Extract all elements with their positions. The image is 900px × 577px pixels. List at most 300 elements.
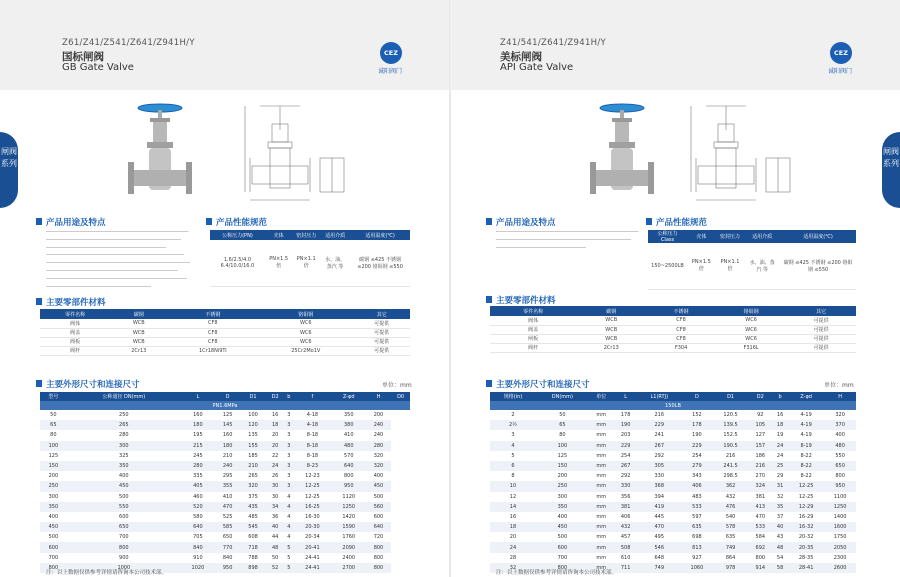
performance-table (210, 230, 410, 287)
table-cell: 65 (536, 420, 589, 430)
table-cell: 155 (240, 441, 265, 451)
table-cell: 58 (772, 563, 788, 573)
table-cell: 470 (637, 522, 681, 532)
dims-header: H (366, 392, 391, 401)
table-cell: 16 (509, 513, 517, 520)
table-cell: 320 (366, 461, 391, 471)
table-cell: 34 (266, 502, 285, 512)
table-cell: 305 (637, 461, 681, 471)
table-cell: 800 (67, 542, 181, 552)
table-cell: 203 (620, 432, 631, 439)
unit-label: 单位：mm (824, 382, 854, 389)
table-cell: 265 (67, 420, 181, 430)
series-tab[interactable]: 闸阀系列 (0, 132, 18, 208)
dims-header: DN(mm) (536, 392, 589, 401)
parts-header: 零件名称 (40, 309, 110, 319)
table-cell: 3 (287, 452, 291, 459)
table-cell: mm (589, 502, 614, 512)
perf-header: 密封压力 (292, 230, 320, 240)
table-cell: 2090 (332, 542, 366, 552)
parts-header: 碳钢 (576, 306, 646, 316)
table-row (490, 532, 856, 542)
table-cell: 4-19 (800, 412, 812, 419)
table-cell: 1020 (181, 563, 215, 573)
table-cell: 400 (119, 473, 129, 480)
table-cell: 900 (119, 554, 129, 561)
table-row (490, 471, 856, 481)
parts-header: 不锈钢 (646, 306, 716, 316)
model-code: Z41/541/Z641/Z941H/Y (500, 38, 606, 48)
table-cell: 12-25 (305, 493, 320, 500)
perf-cell: 碳钢 ≤425 不锈钢 ≤200 铬钼钢 ≤550 (350, 240, 410, 286)
pressure-class-header: 150LB (490, 401, 856, 410)
table-cell: 914 (748, 563, 772, 573)
table-cell: 640 (366, 522, 391, 532)
table-cell: 800 (373, 554, 384, 561)
table-cell: 216 (654, 412, 665, 419)
table-row (490, 522, 856, 532)
table-cell: 864 (725, 554, 736, 561)
perf-header: 适用介质 (744, 230, 780, 243)
pressure-class-header: PN1.6MPa (40, 401, 410, 410)
table-row (490, 451, 856, 461)
table-cell: 280 (366, 441, 391, 451)
table-cell: 450 (40, 522, 67, 532)
table-cell: 200 (48, 473, 59, 480)
table-cell: 152 (692, 412, 702, 419)
parts-header: 其它 (786, 306, 856, 316)
title-cn: 国标闸阀 (62, 51, 104, 63)
table-cell: 8-18 (306, 452, 319, 459)
table-cell: 788 (248, 554, 258, 561)
table-cell: 30 (266, 481, 285, 491)
table-cell: 4-19 (800, 432, 812, 439)
dims-header: 单位 (589, 392, 614, 401)
table-cell: 50 (50, 412, 57, 419)
perf-header: 适用温度(℃) (350, 230, 410, 240)
table-cell: 125 (48, 452, 59, 459)
table-cell: 585 (215, 522, 240, 532)
table-cell: 640 (181, 522, 215, 532)
table-cell: 250 (536, 481, 589, 491)
table-row (490, 410, 856, 420)
table-cell: 380 (332, 420, 366, 430)
table-cell: 608 (248, 534, 258, 541)
table-cell: 16-29 (798, 513, 814, 520)
table-cell: 16-32 (788, 522, 824, 532)
table-cell: 800 (40, 563, 67, 573)
dims-header: D (681, 392, 713, 401)
table-row (40, 492, 410, 502)
table-cell: 292 (620, 473, 631, 480)
table-cell: 2400 (342, 554, 356, 561)
table-cell: 1750 (833, 534, 847, 541)
title-cn: 美标闸阀 (500, 51, 542, 63)
company-logo: CEZ (830, 42, 852, 64)
table-cell: 31 (772, 481, 788, 491)
dimensions-title: 主要外形尺寸和连接尺寸 (46, 380, 140, 390)
table-cell: 700 (557, 554, 568, 561)
table-cell: 28-41 (788, 563, 824, 573)
table-cell: 432 (725, 493, 736, 500)
table-cell: 800 (343, 473, 354, 480)
table-cell: 20-35 (788, 542, 824, 552)
table-cell: 600 (373, 513, 384, 520)
table-cell: 18 (266, 420, 285, 430)
perf-cell: PN×1.5倍 (265, 240, 293, 286)
perf-header: 适用介质 (320, 230, 350, 240)
table-cell: 216 (725, 452, 736, 459)
footnote: 注：以上数据仅供参考详情请咨询本公司技术部。 (496, 570, 618, 576)
table-cell: 3 (285, 481, 294, 491)
dims-header: L1(RTJ) (637, 392, 681, 401)
table-cell: 80 (50, 432, 57, 439)
parts-title: 主要零部件材料 (496, 296, 556, 306)
table-cell: 648 (654, 554, 665, 561)
table-cell: 4 (287, 513, 291, 520)
table-cell: 840 (222, 554, 233, 561)
table-cell: 8-22 (800, 452, 812, 459)
technical-drawing (686, 100, 796, 210)
performance-title: 产品性能规范 (656, 218, 708, 228)
valve-photo (120, 100, 200, 210)
table-cell: 381 (755, 493, 766, 500)
table-cell: 350 (536, 502, 589, 512)
table-cell: 180 (215, 441, 240, 451)
table-cell: 265 (248, 473, 258, 480)
table-cell: 375 (248, 493, 258, 500)
table-cell: 470 (755, 513, 766, 520)
dimensions-title: 主要外形尺寸和连接尺寸 (496, 380, 590, 390)
table-cell: 5 (285, 563, 294, 573)
table-cell: 3 (285, 420, 294, 430)
table-cell: 500 (557, 534, 568, 541)
table-cell: 413 (748, 502, 772, 512)
table-cell: 229 (681, 441, 713, 451)
perf-header: 壳体 (687, 230, 716, 243)
table-cell: 435 (240, 502, 265, 512)
table-cell: 28-35 (798, 554, 814, 561)
dims-header: Z-φd (332, 392, 366, 401)
table-cell: 300 (557, 493, 568, 500)
table-cell: 300 (67, 441, 181, 451)
table-cell: 120.5 (723, 412, 738, 419)
table-cell: 200 (373, 412, 384, 419)
table-cell: 270 (755, 473, 766, 480)
table-cell: 48 (266, 542, 285, 552)
table-cell: 8-18 (293, 441, 332, 451)
table-cell: 476 (713, 502, 749, 512)
table-cell: 267 (614, 461, 638, 471)
table-cell: mm (596, 554, 607, 561)
table-cell: 24 (772, 441, 788, 451)
table-cell: 2 (511, 412, 515, 419)
table-cell: mm (596, 473, 607, 480)
table-row (40, 532, 410, 542)
table-cell: 370 (824, 420, 856, 430)
table-cell: 560 (366, 502, 391, 512)
title-en: API Gate Valve (500, 62, 574, 73)
table-cell: 600 (536, 542, 589, 552)
table-cell: 254 (692, 452, 702, 459)
table-cell: 350 (67, 461, 181, 471)
table-cell: 48 (772, 542, 788, 552)
table-cell: 480 (332, 441, 366, 451)
table-row (490, 512, 856, 522)
dimensions-table (40, 392, 410, 573)
parts-header: 铬钼钢 (258, 309, 353, 319)
table-cell: 292 (654, 452, 665, 459)
table-cell: 445 (654, 513, 665, 520)
table-cell: 245 (193, 452, 203, 459)
table-cell: 180 (181, 420, 215, 430)
table-cell: 650 (824, 461, 856, 471)
table-row (40, 512, 410, 522)
table-cell: 500 (373, 493, 384, 500)
table-cell: 584 (755, 534, 766, 541)
table-cell: 320 (373, 452, 384, 459)
table-cell: 267 (637, 441, 681, 451)
table-cell: 1000 (67, 563, 181, 573)
table-cell: 813 (681, 542, 713, 552)
table-cell: 216 (748, 461, 772, 471)
table-cell: 460 (193, 493, 203, 500)
table-cell: 898 (240, 563, 265, 573)
parts-row: 阀体 WCB CF8 WC6 可提供 (40, 319, 410, 328)
table-row (40, 441, 410, 451)
table-cell: 406 (681, 481, 713, 491)
table-cell: 394 (654, 493, 665, 500)
table-cell: 16 (776, 412, 784, 419)
parts-row: 阀盖 WCB CF8 WC6 可提供 (490, 325, 856, 334)
table-cell: 330 (654, 473, 665, 480)
table-cell: 240 (366, 420, 391, 430)
table-cell: 450 (67, 481, 181, 491)
table-cell: 100 (40, 441, 67, 451)
table-cell: 635 (725, 534, 736, 541)
table-cell: 5 (511, 452, 515, 459)
parts-row: 阀板 WCB CF8 WC6 可提供 (40, 337, 410, 346)
performance-table (648, 230, 856, 290)
table-cell: 635 (681, 522, 713, 532)
perf-cell: 水、油、蒸汽 等 (744, 243, 780, 289)
table-cell: mm (589, 441, 614, 451)
table-cell: 800 (835, 473, 845, 480)
dims-header: b (772, 392, 788, 401)
table-cell: 483 (692, 493, 702, 500)
company-logo: CEZ (380, 42, 402, 64)
table-cell: 127 (755, 432, 766, 439)
parts-header: 碳钢 (110, 309, 167, 319)
table-cell: 12 (509, 493, 517, 500)
perf-cell: 150~2500LB (648, 243, 687, 289)
table-cell: 419 (637, 502, 681, 512)
table-cell: 6 (490, 461, 536, 471)
table-cell: 718 (240, 542, 265, 552)
table-cell: 500 (48, 534, 59, 541)
table-cell: 711 (614, 563, 638, 573)
table-cell: 1400 (833, 513, 847, 520)
table-cell: 3 (285, 441, 294, 451)
table-cell: 280 (181, 461, 215, 471)
table-cell: 1060 (681, 563, 713, 573)
table-cell: 152.5 (723, 432, 738, 439)
company-name: 诚阳阀门 (828, 68, 853, 75)
table-cell: 12-25 (293, 481, 332, 491)
table-cell: 325 (119, 452, 129, 459)
features-title: 产品用途及特点 (46, 218, 106, 228)
series-tab[interactable]: 闸阀系列 (882, 132, 900, 208)
table-cell: 12-25 (798, 493, 814, 500)
table-cell: 20-30 (293, 522, 332, 532)
parts-row: 闸板 WCB CF8 WC6 可提供 (490, 334, 856, 343)
table-cell: 12-29 (788, 502, 824, 512)
table-cell: 150 (536, 461, 589, 471)
table-cell: 950 (824, 481, 856, 491)
table-cell: 5 (285, 542, 294, 552)
table-cell: 485 (248, 513, 258, 520)
table-cell: 24-41 (293, 563, 332, 573)
table-cell: 400 (48, 513, 59, 520)
table-row (490, 481, 856, 491)
table-cell: 550 (835, 452, 845, 459)
table-cell: 3 (287, 432, 291, 439)
table-cell: 18 (772, 420, 788, 430)
table-cell: 3 (285, 461, 294, 471)
table-cell: mm (596, 493, 607, 500)
table-cell: 24 (266, 461, 285, 471)
table-cell: 14 (490, 502, 536, 512)
perf-header: 密封压力 (716, 230, 745, 243)
table-row (490, 542, 856, 552)
table-cell: 405 (181, 481, 215, 491)
table-cell: 20 (266, 441, 285, 451)
table-row (40, 461, 410, 471)
table-cell: 240 (215, 461, 240, 471)
table-cell: 2300 (833, 554, 847, 561)
table-cell: 533 (681, 502, 713, 512)
table-cell: 16 (271, 412, 279, 419)
table-cell: 330 (614, 481, 638, 491)
table-cell: 229 (614, 441, 638, 451)
table-row (40, 471, 410, 481)
dimensions-table (490, 392, 856, 573)
right-page (450, 0, 900, 577)
table-cell: 32 (776, 493, 784, 500)
table-row (490, 492, 856, 502)
table-cell: mm (589, 542, 614, 552)
table-cell: 37 (776, 513, 784, 520)
table-cell: 410 (343, 432, 354, 439)
table-row (490, 430, 856, 440)
table-cell: 240 (373, 432, 384, 439)
table-cell: 500 (119, 493, 129, 500)
table-cell: 546 (637, 542, 681, 552)
table-cell: 720 (373, 534, 384, 541)
table-cell: 749 (713, 542, 749, 552)
features-title: 产品用途及特点 (496, 218, 556, 228)
table-cell: 578 (713, 522, 749, 532)
table-cell: mm (589, 420, 614, 430)
table-cell: 241 (654, 432, 665, 439)
table-cell: mm (589, 563, 614, 573)
table-cell: 185 (248, 452, 258, 459)
table-row (490, 553, 856, 563)
table-row (40, 410, 410, 420)
table-cell: 570 (343, 452, 354, 459)
table-row (40, 420, 410, 430)
table-cell: 4-18 (306, 412, 319, 419)
table-cell: 1420 (342, 513, 356, 520)
table-cell: 800 (755, 554, 766, 561)
features-text (496, 228, 646, 251)
table-cell: 295 (222, 473, 233, 480)
table-cell: 24-41 (305, 554, 320, 561)
technical-drawing (240, 100, 350, 210)
table-cell: 700 (119, 534, 129, 541)
table-row (490, 420, 856, 430)
table-cell: 16-30 (305, 513, 320, 520)
table-cell: 692 (748, 542, 772, 552)
table-cell: 4 (287, 534, 291, 541)
table-cell: 12-23 (305, 473, 320, 480)
perf-header: 公称压力(PN) (210, 230, 265, 240)
parts-header: 铬钼钢 (716, 306, 786, 316)
table-cell: 410 (222, 493, 233, 500)
features-text (46, 228, 196, 290)
table-cell: 356 (620, 493, 631, 500)
table-cell: mm (596, 534, 607, 541)
table-cell: 350 (343, 412, 354, 419)
table-cell: 2700 (332, 563, 366, 573)
table-cell: 54 (776, 554, 784, 561)
table-cell: 20-32 (798, 534, 814, 541)
table-cell: 2050 (824, 542, 856, 552)
table-row (40, 481, 410, 491)
table-cell: mm (596, 513, 607, 520)
table-row (490, 461, 856, 471)
table-cell: 20-41 (293, 542, 332, 552)
table-cell: 400 (373, 473, 384, 480)
parts-row: 阀体 WCB CF8 WC6 可提供 (490, 316, 856, 325)
table-cell: 210 (240, 461, 265, 471)
table-cell: 19 (776, 432, 784, 439)
table-cell: 770 (215, 542, 240, 552)
table-cell: 450 (366, 481, 391, 491)
dims-header: D2 (266, 392, 285, 401)
table-cell: 4-19 (788, 420, 824, 430)
table-cell: 22 (271, 452, 279, 459)
table-cell: 700 (48, 554, 59, 561)
table-cell: mm (589, 522, 614, 532)
table-cell: 3 (511, 432, 515, 439)
table-cell: 52 (266, 563, 285, 573)
table-cell: 26 (271, 473, 279, 480)
table-cell: 8 (511, 473, 515, 480)
table-cell: 250 (40, 481, 67, 491)
table-cell: 186 (755, 452, 766, 459)
table-cell: 320 (835, 412, 845, 419)
table-cell: 650 (222, 534, 233, 541)
table-cell: 480 (824, 441, 856, 451)
dims-header: D2 (748, 392, 772, 401)
table-cell: mm (596, 432, 607, 439)
unit-label: 单位：mm (382, 382, 412, 389)
table-cell: 343 (692, 473, 702, 480)
perf-cell: 水、油、蒸汽 等 (320, 240, 350, 286)
parts-header: 不锈钢 (167, 309, 258, 319)
table-cell: 600 (40, 542, 67, 552)
